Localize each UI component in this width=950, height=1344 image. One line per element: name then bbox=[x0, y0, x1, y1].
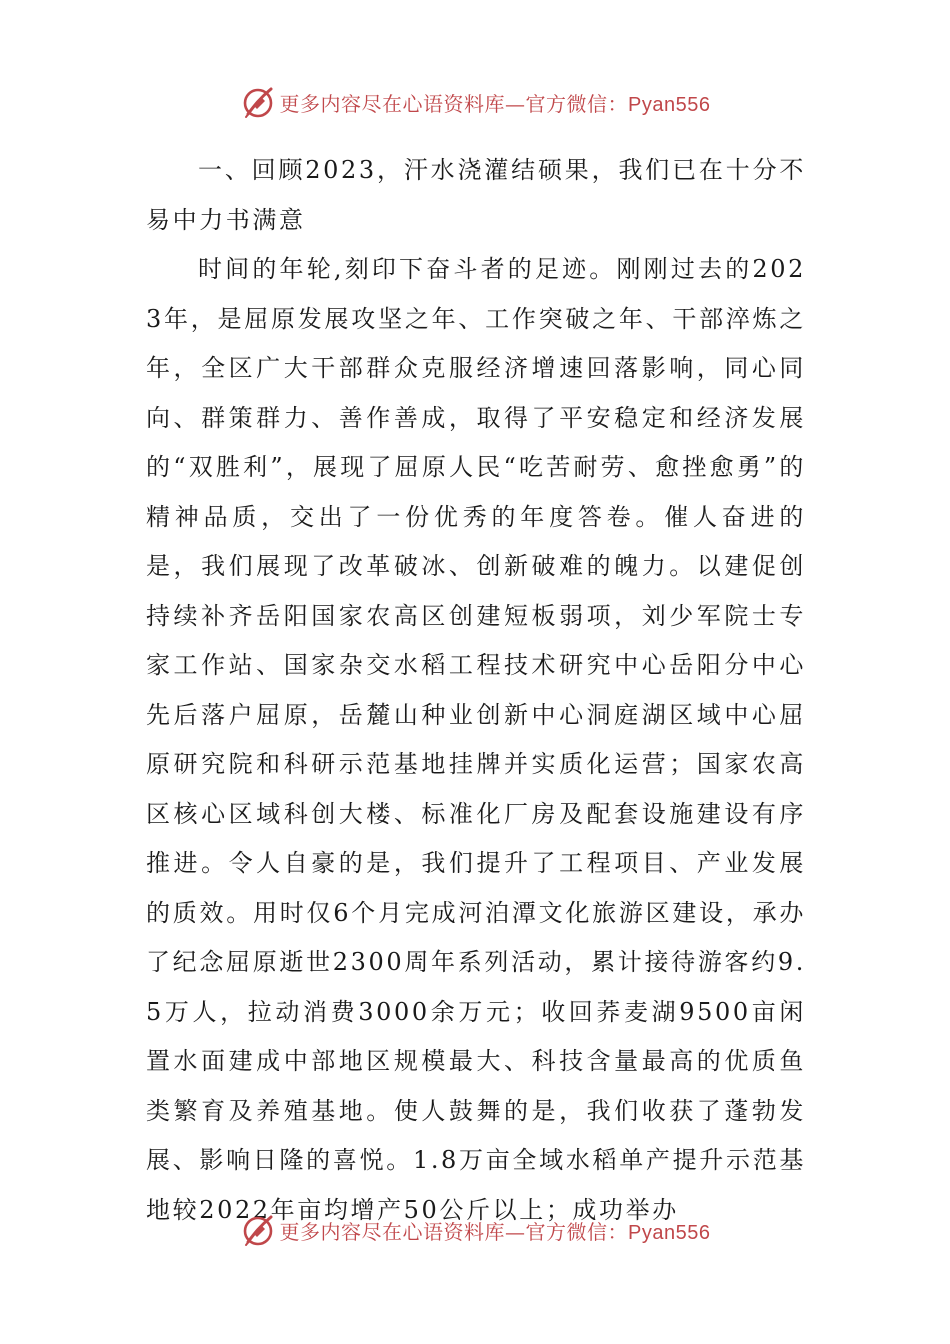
pen-icon bbox=[240, 84, 276, 120]
section-heading: 一、回顾2023，汗水浇灌结硕果，我们已在十分不易中力书满意 bbox=[146, 156, 806, 234]
pen-icon bbox=[240, 1212, 276, 1248]
watermark-text: 更多内容尽在心语资料库—官方微信：Pyan556 bbox=[279, 1219, 711, 1244]
document-body bbox=[146, 146, 806, 1235]
header-watermark bbox=[0, 80, 950, 124]
footer-watermark bbox=[0, 1208, 950, 1252]
body-paragraph: 时间的年轮,刻印下奋斗者的足迹。刚刚过去的2023年，是屈原发展攻坚之年、工作突破之年、干部淬炼之年，全区广大干部群众克服经济增速回落影响，同心同向、群策群力、善作善成，取得了平安稳定和经济发展的“双胜利”，展现了屈原人民“吃苦耐劳、愈挫愈勇”的精神品质，交出了一份优秀的年度答卷。催人奋进的是，我们展现了改革破冰、创新破难的魄力。以建促创持续补齐岳阳国家农高区创建短板弱项，刘少军院士专家工作站、国家杂交水稻工程技术研究中心岳阳分中心先后落户屈原，岳麓山种业创新中心洞庭湖区域中心屈原研究院和科研示范基地挂牌并实质化运营；国家农高区核心区域科创大楼、标准化厂房及配套设施建设有序推进。令人自豪的是，我们提升了工程项目、产业发展的质效。用时仅6个月完成河泊潭文化旅游区建设，承办了纪念屈原逝世2300周年系列活动，累计接待游客约9.5万人，拉动消费3000余万元；收回荞麦湖9500亩闲置水面建成中部地区规模最大、科技含量最高的优质鱼类繁育及养殖基地。使人鼓舞的是，我们收获了蓬勃发展、影响日隆的喜悦。1.8万亩全域水稻单产提升示范基地较2022年亩均增产50公斤以上；成功举办 bbox=[146, 255, 806, 1224]
watermark-text: 更多内容尽在心语资料库—官方微信：Pyan556 bbox=[279, 91, 711, 116]
